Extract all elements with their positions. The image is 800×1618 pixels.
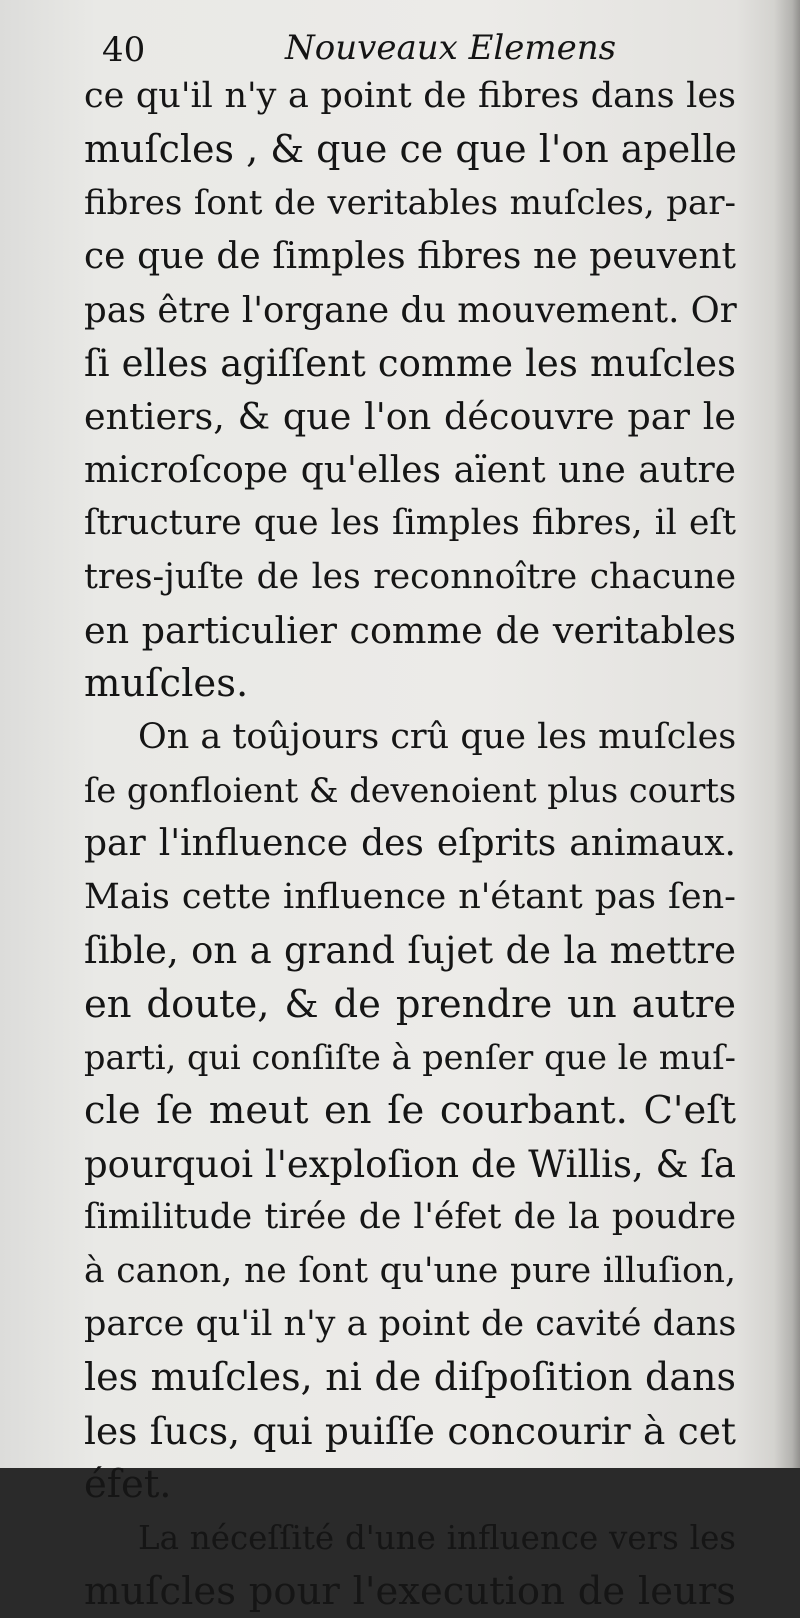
- body-text: [84, 70, 736, 1618]
- text-line: parti, qui conſiſte à penſer que le muſ-: [84, 1038, 736, 1078]
- text-line: ce que de ſimples fibres ne peuvent: [84, 236, 736, 278]
- text-line: en particulier comme de veritables: [84, 608, 736, 652]
- text-line: à canon, ne ſont qu'une pure illuſion,: [84, 1250, 736, 1291]
- paragraph-start-line: On a toûjours crû que les muſcles: [138, 716, 737, 757]
- paragraph-start-line: La néceſſité d'une influence vers les: [138, 1518, 736, 1557]
- text-line: ſi elles agiſſent comme les muſcles: [84, 341, 736, 385]
- running-title: Nouveaux Elemens: [285, 28, 617, 68]
- text-line: tres-juſte de les reconnoître chacune: [84, 556, 736, 597]
- text-line: ſible, on a grand ſujet de la mettre: [84, 929, 736, 973]
- text-line: en doute, & de prendre un autre: [84, 981, 736, 1027]
- text-line: fibres ſont de veritables muſcles, par-: [84, 182, 736, 223]
- page-gutter-shadow: [774, 0, 800, 1468]
- text-line: cle ſe meut en ſe courbant. C'eſt: [84, 1088, 736, 1134]
- page-number: 40: [102, 30, 146, 70]
- text-line: les ſucs, qui puiſſe concourir à cet: [84, 1408, 736, 1453]
- paragraph-end-line: éfet.: [84, 1462, 172, 1508]
- text-line: entiers, & que l'on découvre par le: [84, 395, 736, 439]
- text-line: ce qu'il n'y a point de fibres dans les: [84, 76, 736, 116]
- text-line: pas être l'organe du mouvement. Or: [84, 289, 737, 331]
- text-line: par l'influence des eſprits animaux.: [84, 823, 736, 865]
- text-line: ſe gonfloient & devenoient plus courts: [84, 771, 737, 811]
- text-line: muſcles pour l'execution de leurs: [84, 1568, 736, 1614]
- text-line: ſimilitude tirée de l'éfet de la poudre: [84, 1197, 736, 1238]
- paragraph-end-line: muſcles.: [84, 661, 249, 707]
- text-line: muſcles , & que ce que l'on apelle: [84, 127, 738, 172]
- text-line: pourquoi l'exploſion de Willis, & ſa: [84, 1142, 736, 1186]
- text-line: ſtructure que les ſimples fibres, il eſt: [84, 503, 736, 544]
- text-line: parce qu'il n'y a point de cavité dans: [84, 1303, 737, 1344]
- text-line: Mais cette influence n'étant pas ſen-: [84, 876, 736, 917]
- text-line: microſcope qu'elles aïent une autre: [84, 449, 736, 491]
- text-line: les muſcles, ni de diſpoſition dans: [84, 1355, 736, 1400]
